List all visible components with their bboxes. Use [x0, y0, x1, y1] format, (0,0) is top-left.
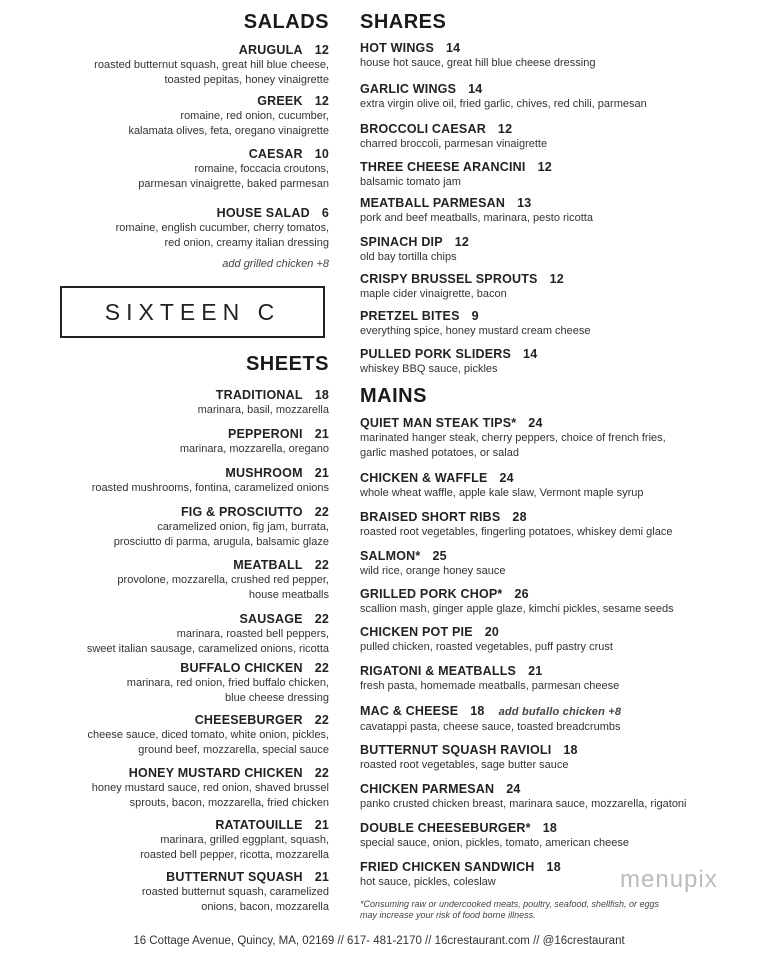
item-description: roasted root vegetables, fingerling potatoes, whiskey demi glace — [360, 526, 673, 538]
item-price: 12 — [497, 122, 513, 136]
item-price: 28 — [512, 510, 527, 524]
menu-item — [360, 82, 647, 112]
menu-item — [87, 612, 329, 656]
item-description: whole wheat waffle, apple kale slaw, Vermont maple syrup — [360, 487, 644, 499]
item-name: CRISPY BRUSSEL SPROUTS — [360, 272, 538, 286]
menu-item — [92, 466, 329, 496]
item-name-line — [360, 510, 672, 525]
item-price: 12 — [454, 235, 470, 249]
item-name-line — [360, 122, 547, 137]
item-description: charred broccoli, parmesan vinaigrette — [360, 138, 548, 150]
item-name: QUIET MAN STEAK TIPS* — [360, 416, 517, 430]
item-price: 14 — [523, 347, 538, 361]
item-description: cheese sauce, diced tomato, white onion, pickles, — [87, 729, 329, 741]
item-name: CAESAR — [248, 147, 303, 161]
item-description: old bay tortilla chips — [360, 251, 457, 263]
footer-contact: 16 Cottage Avenue, Quincy, MA, 02169 // 617- 481-2170 // 16crestaurant.com // @16crestaurant — [133, 935, 625, 947]
mains-heading: MAINS — [360, 385, 427, 407]
item-description: extra virgin olive oil, fried garlic, chives, red chili, parmesan — [360, 98, 647, 110]
item-name: BRAISED SHORT RIBS — [360, 510, 501, 524]
item-name-line — [92, 766, 329, 781]
menu-item — [360, 821, 629, 851]
item-price: 21 — [528, 664, 543, 678]
item-price: 10 — [314, 147, 329, 161]
menu-item — [360, 782, 687, 812]
item-description: panko crusted chicken breast, marinara sauce, mozzarella, rigatoni — [360, 798, 687, 810]
item-price: 24 — [528, 416, 543, 430]
item-name-line — [360, 625, 613, 640]
item-price: 12 — [314, 43, 329, 57]
item-price: 12 — [549, 272, 564, 286]
sheets-heading: SHEETS — [245, 353, 329, 375]
menu-item — [140, 818, 329, 862]
item-price: 14 — [446, 41, 461, 55]
menu-item — [360, 587, 674, 617]
item-description: marinara, roasted bell peppers, — [176, 628, 329, 640]
item-name: SAUSAGE — [239, 612, 303, 626]
item-name: GREEK — [257, 94, 303, 108]
item-name-line — [94, 43, 329, 58]
item-price: 21 — [314, 818, 329, 832]
item-description: garlic mashed potatoes, or salad — [360, 446, 519, 459]
item-name-line — [128, 94, 329, 109]
item-name-line — [360, 41, 595, 56]
item-name: BUTTERNUT SQUASH — [166, 870, 303, 884]
item-name-line — [360, 272, 564, 287]
item-description: pork and beef meatballs, marinara, pesto ricotta — [360, 212, 593, 224]
item-name: GARLIC WINGS — [360, 82, 457, 96]
item-description: whiskey BBQ sauce, pickles — [360, 363, 498, 375]
item-description: house meatballs — [248, 588, 329, 601]
item-description: romaine, red onion, cucumber, — [180, 110, 329, 122]
item-name: MEATBALL PARMESAN — [360, 196, 506, 210]
item-name-line — [360, 743, 578, 758]
item-addon: add bufallo chicken +8 — [498, 706, 622, 718]
item-description: special sauce, onion, pickles, tomato, american cheese — [360, 837, 630, 849]
menu-item — [360, 743, 578, 773]
item-price: 14 — [468, 82, 483, 96]
menu-item — [360, 196, 593, 226]
item-name-line — [360, 309, 591, 324]
item-name: PRETZEL BITES — [360, 309, 460, 323]
item-description: sprouts, bacon, mozzarella, fried chicken — [129, 796, 329, 809]
item-price: 22 — [314, 713, 329, 727]
item-price: 12 — [537, 160, 552, 174]
menu-item — [360, 41, 595, 71]
item-name: FIG & PROSCIUTTO — [180, 505, 303, 519]
note-line: may increase your risk of food borne illness. — [360, 910, 536, 920]
item-description: house hot sauce, great hill blue cheese dressing — [360, 57, 596, 69]
item-description: roasted mushrooms, fontina, caramelized onions — [91, 482, 329, 494]
item-name: FRIED CHICKEN SANDWICH — [360, 860, 535, 874]
item-name-line — [198, 388, 329, 403]
item-description: roasted root vegetables, sage butter sauce — [360, 759, 569, 771]
item-name: PULLED PORK SLIDERS — [360, 347, 512, 361]
item-price: 24 — [506, 782, 521, 796]
item-name-line — [360, 416, 666, 431]
item-price: 21 — [314, 870, 329, 884]
restaurant-logo: SIXTEEN C — [60, 286, 325, 338]
menu-item — [360, 122, 547, 152]
item-description: ground beef, mozzarella, special sauce — [138, 743, 329, 756]
item-description: blue cheese dressing — [225, 691, 329, 704]
menu-item — [360, 860, 561, 890]
item-price: 13 — [517, 196, 532, 210]
item-name: BUFFALO CHICKEN — [180, 661, 303, 675]
item-price: 9 — [471, 309, 479, 323]
item-description: marinara, grilled eggplant, squash, — [160, 834, 329, 846]
item-description: marinara, mozzarella, oregano — [179, 443, 329, 455]
menu-item — [360, 471, 644, 501]
item-price: 26 — [514, 587, 529, 601]
menu-item — [117, 558, 329, 602]
item-name-line — [114, 505, 329, 520]
shares-heading: SHARES — [360, 11, 447, 33]
item-name-line — [360, 196, 593, 211]
item-name: MAC & CHEESE — [360, 704, 459, 718]
item-description: romaine, foccacia croutons, — [194, 163, 329, 175]
item-price: 24 — [499, 471, 514, 485]
menu-item — [360, 625, 613, 655]
item-name: PEPPERONI — [227, 427, 303, 441]
menu-item — [94, 43, 329, 87]
item-name-line — [140, 818, 329, 833]
menu-item — [116, 206, 329, 250]
menu-item — [142, 870, 329, 914]
item-name: CHICKEN & WAFFLE — [360, 471, 488, 485]
menu-item — [360, 309, 591, 339]
menu-item — [198, 388, 329, 418]
item-price: 21 — [314, 466, 329, 480]
item-description: honey mustard sauce, red onion, shaved brussel — [91, 782, 329, 794]
item-description: romaine, english cucumber, cherry tomatos, — [115, 222, 329, 234]
menu-item — [360, 235, 469, 265]
menu-item — [360, 704, 621, 735]
item-name: SALMON* — [360, 549, 421, 563]
menu-item — [360, 347, 537, 377]
item-name-line — [127, 661, 329, 676]
item-description: roasted bell pepper, ricotta, mozzarella — [140, 848, 329, 861]
item-name: BUTTERNUT SQUASH RAVIOLI — [360, 743, 552, 757]
item-description: pulled chicken, roasted vegetables, puff pastry crust — [360, 641, 613, 653]
item-name: TRADITIONAL — [215, 388, 303, 402]
item-price: 22 — [314, 661, 329, 675]
item-name-line — [116, 206, 329, 221]
item-name: CHEESEBURGER — [194, 713, 303, 727]
menu-item — [180, 427, 329, 457]
item-price: 21 — [314, 427, 329, 441]
item-price: 18 — [546, 860, 561, 874]
menu-item — [360, 664, 619, 694]
item-name-line — [360, 821, 629, 836]
menu-item — [87, 713, 329, 757]
item-name: RIGATONI & MEATBALLS — [360, 664, 517, 678]
menu-item — [360, 416, 666, 460]
item-description: wild rice, orange honey sauce — [360, 565, 506, 577]
salads-heading: SALADS — [243, 11, 329, 33]
item-name: THREE CHEESE ARANCINI — [360, 160, 526, 174]
menu-item — [360, 510, 672, 540]
item-name-line — [92, 466, 329, 481]
menu-item — [128, 94, 329, 138]
item-price: 20 — [484, 625, 500, 639]
item-price: 22 — [314, 766, 329, 780]
item-description: scallion mash, ginger apple glaze, kimchi pickles, sesame seeds — [360, 603, 674, 615]
item-price: 22 — [314, 505, 329, 519]
item-name: BROCCOLI CAESAR — [360, 122, 486, 136]
item-description: marinara, basil, mozzarella — [197, 404, 329, 416]
item-name: GRILLED PORK CHOP* — [360, 587, 503, 601]
item-description: hot sauce, pickles, coleslaw — [360, 876, 496, 888]
item-name: RATATOUILLE — [215, 818, 303, 832]
item-name-line — [360, 347, 537, 362]
item-description: parmesan vinaigrette, baked parmesan — [138, 177, 329, 190]
item-name-line — [360, 235, 469, 250]
item-description: balsamic tomato jam — [360, 176, 461, 188]
item-description: provolone, mozzarella, crushed red pepper, — [117, 574, 329, 586]
item-name-line — [117, 558, 329, 573]
item-description: red onion, creamy italian dressing — [164, 236, 329, 249]
item-price: 18 — [563, 743, 578, 757]
item-name: MEATBALL — [233, 558, 303, 572]
item-name-line — [360, 782, 687, 797]
watermark: menupix — [620, 866, 718, 893]
item-price: 18 — [314, 388, 329, 402]
item-name: CHICKEN POT PIE — [360, 625, 473, 639]
item-description: caramelized onion, fig jam, burrata, — [157, 521, 329, 533]
item-name-line — [142, 870, 329, 885]
item-name-line — [138, 147, 329, 162]
item-name-line — [360, 860, 561, 875]
item-name: SPINACH DIP — [360, 235, 443, 249]
item-name: ARUGULA — [238, 43, 303, 57]
menu-item — [138, 147, 329, 191]
item-description: sweet italian sausage, caramelized onions, ricotta — [86, 642, 329, 655]
item-name-line — [360, 664, 619, 679]
item-description: fresh pasta, homemade meatballs, parmesan cheese — [360, 680, 620, 692]
item-price: 18 — [542, 821, 557, 835]
menu-item — [360, 160, 552, 190]
item-name-line — [360, 704, 621, 720]
item-name: HOT WINGS — [360, 41, 435, 55]
item-description: roasted butternut squash, great hill blue cheese, — [94, 59, 329, 71]
item-description: prosciutto di parma, arugula, balsamic glaze — [113, 535, 329, 548]
item-name: MUSHROOM — [225, 466, 303, 480]
note-line: *Consuming raw or undercooked meats, poultry, seafood, shellfish, or eggs — [360, 899, 659, 909]
item-name: CHICKEN PARMESAN — [360, 782, 495, 796]
item-name: HONEY MUSTARD CHICKEN — [128, 766, 303, 780]
item-name-line — [360, 82, 647, 97]
item-price: 6 — [321, 206, 329, 220]
item-description: kalamata olives, feta, oregano vinaigrette — [128, 124, 329, 137]
menu-item — [92, 766, 329, 810]
item-name-line — [180, 427, 329, 442]
item-description: maple cider vinaigrette, bacon — [360, 288, 507, 300]
menu-item — [114, 505, 329, 549]
item-description: everything spice, honey mustard cream cheese — [360, 325, 591, 337]
salads-addon: add grilled chicken +8 — [222, 258, 329, 270]
item-description: marinara, red onion, fried buffalo chicken, — [126, 677, 329, 689]
menu-item — [127, 661, 329, 705]
item-name-line — [360, 160, 552, 175]
item-price: 22 — [314, 612, 329, 626]
item-name-line — [87, 713, 329, 728]
item-description: onions, bacon, mozzarella — [201, 900, 329, 913]
item-description: roasted butternut squash, caramelized — [141, 886, 329, 898]
item-price: 22 — [314, 558, 329, 572]
item-price: 25 — [432, 549, 447, 563]
item-price: 18 — [470, 704, 485, 718]
item-name-line — [360, 471, 644, 486]
item-description: toasted pepitas, honey vinaigrette — [164, 73, 329, 86]
menu-item — [360, 549, 506, 579]
item-description: marinated hanger steak, cherry peppers, choice of french fries, — [360, 432, 666, 444]
item-name: HOUSE SALAD — [216, 206, 310, 220]
item-description: cavatappi pasta, cheese sauce, toasted breadcrumbs — [360, 721, 621, 733]
menu-item — [360, 272, 564, 302]
item-name-line — [360, 549, 506, 564]
food-safety-note — [360, 899, 659, 921]
item-name: DOUBLE CHEESEBURGER* — [360, 821, 531, 835]
item-name-line — [87, 612, 329, 627]
item-price: 12 — [314, 94, 329, 108]
item-name-line — [360, 587, 674, 602]
